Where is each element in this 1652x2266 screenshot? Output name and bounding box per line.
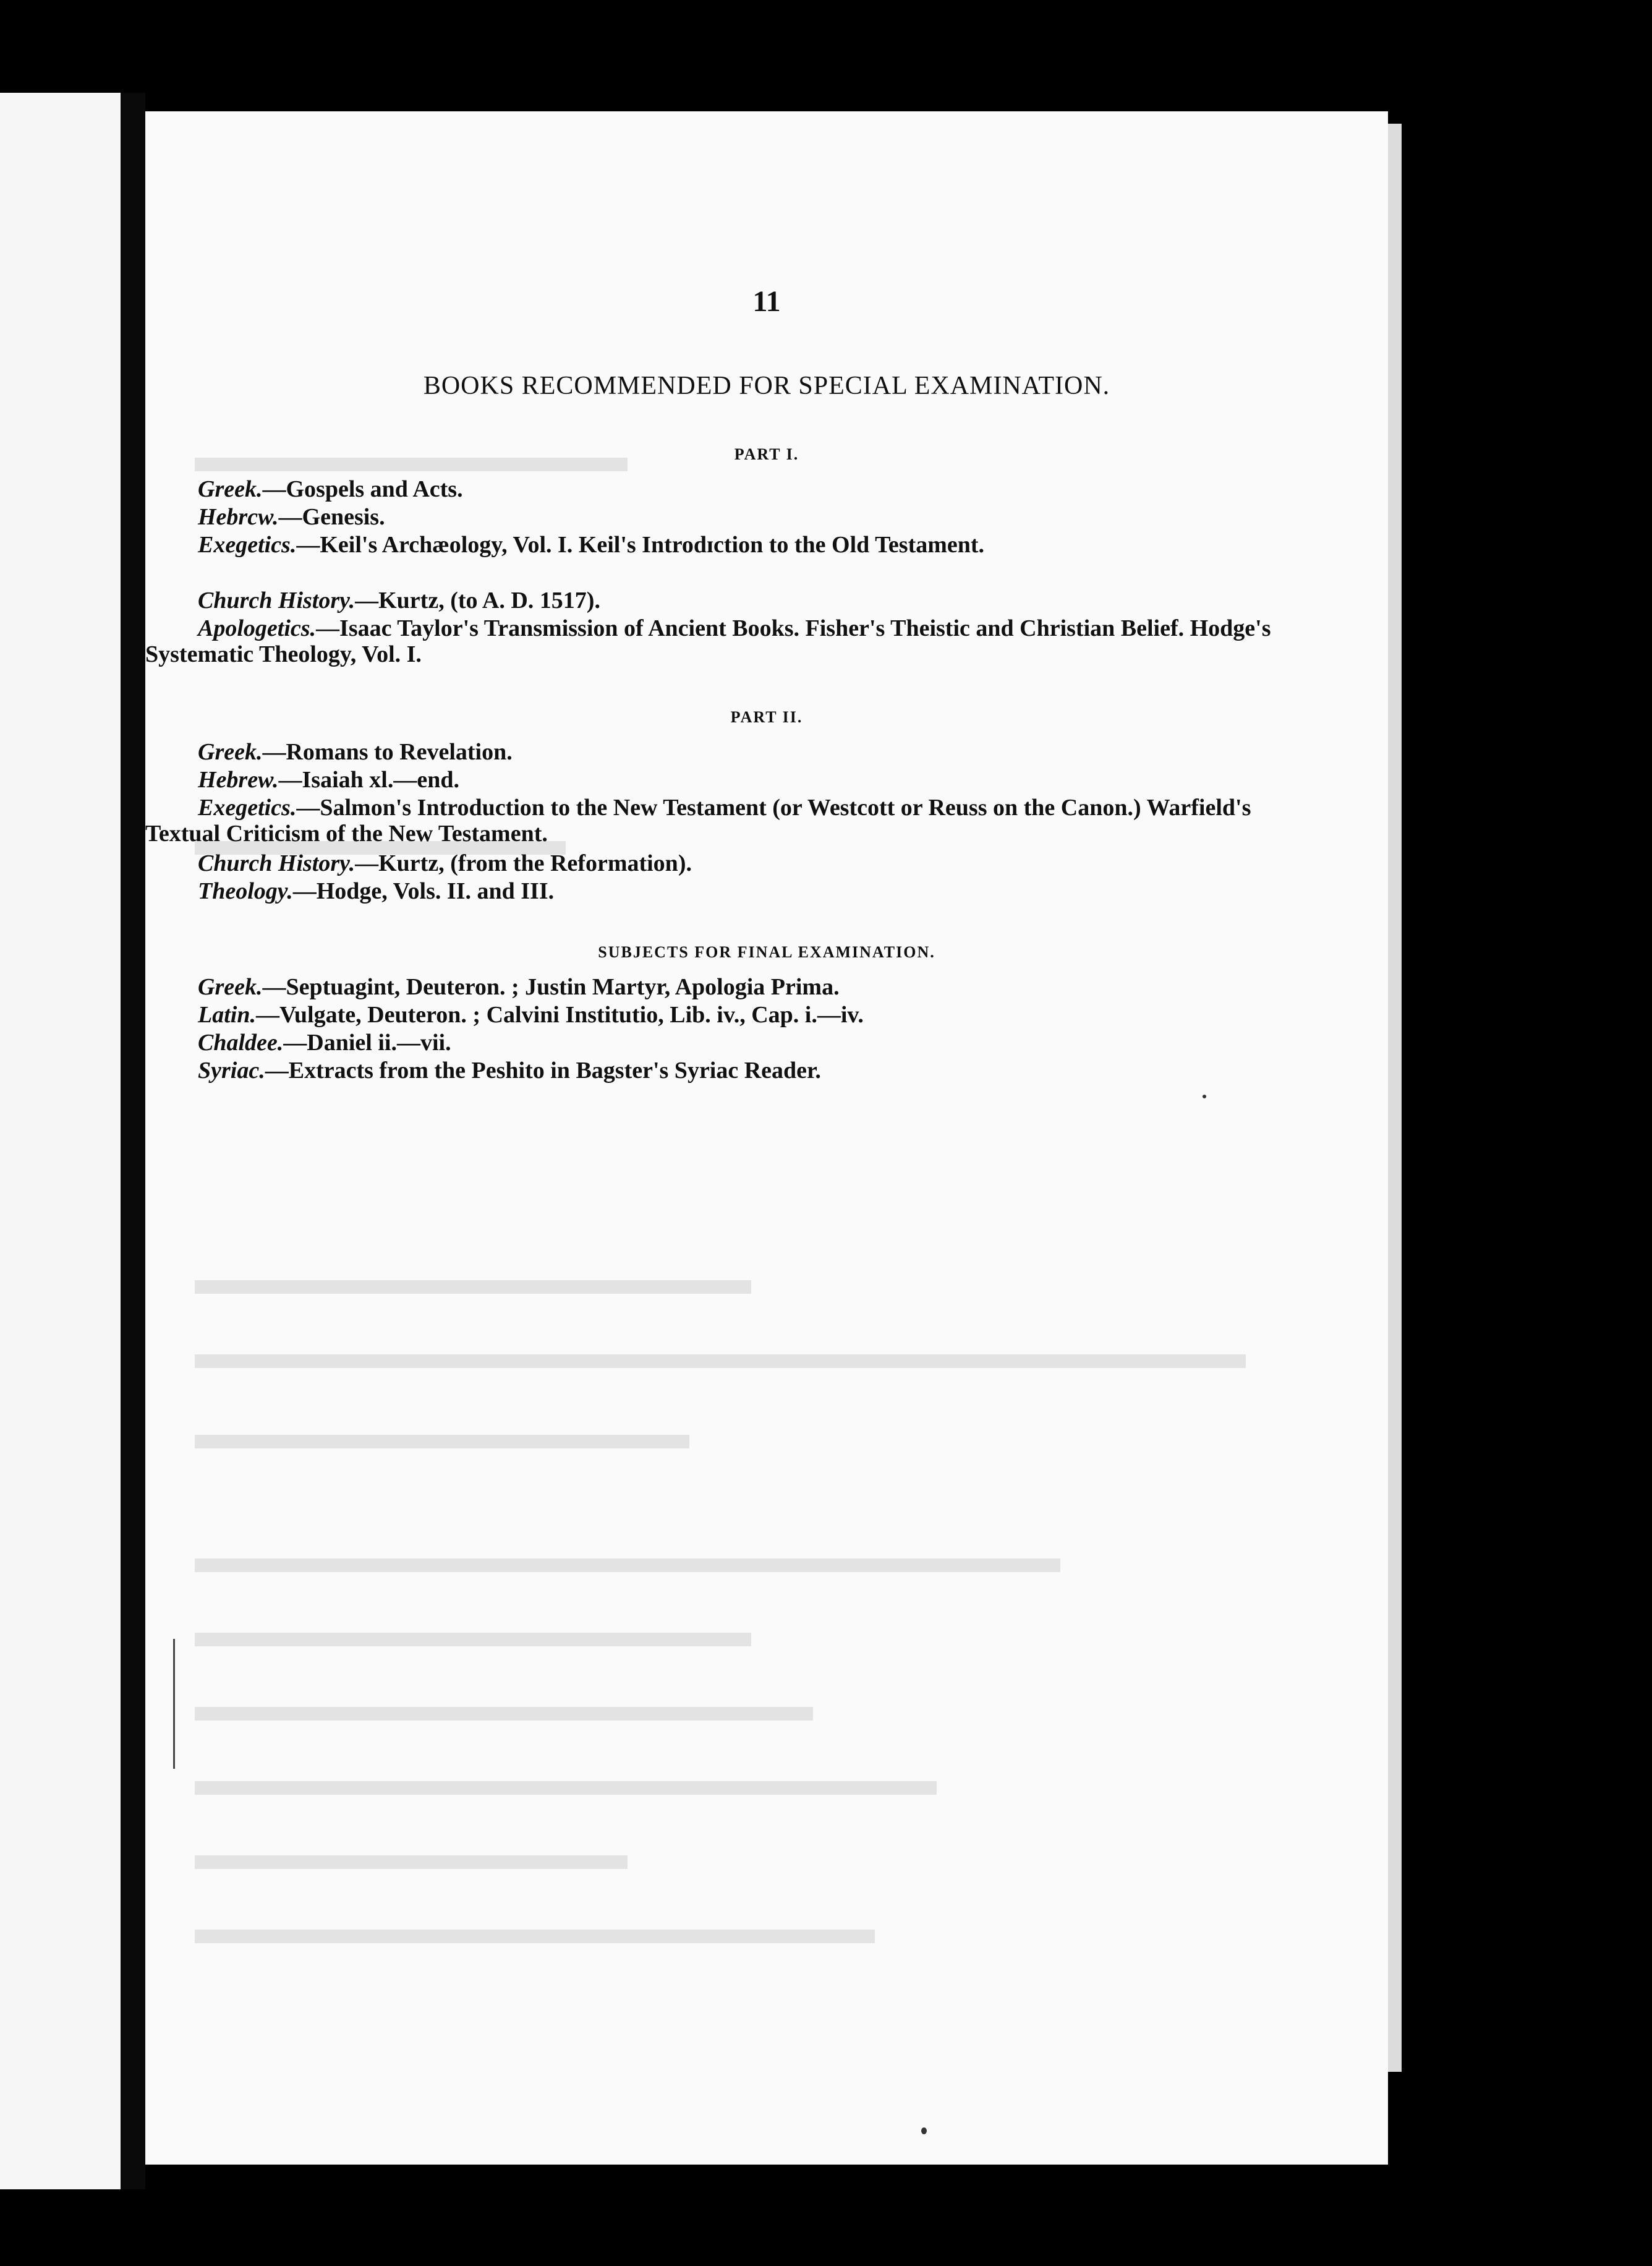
book-gutter	[121, 93, 145, 2189]
book-page	[145, 111, 1388, 2165]
scan-speck	[1203, 1095, 1206, 1098]
bleed-through	[195, 1781, 937, 1795]
entry-subject: Exegetics.	[198, 532, 297, 558]
entry-part2-exegetics	[145, 795, 1277, 847]
entry-text: —Genesis.	[278, 504, 385, 530]
entry-part2-greek	[198, 739, 1274, 765]
bleed-through	[195, 1633, 751, 1646]
entry-text: —Vulgate, Deuteron. ; Calvini Institutio, Lib. iv., Cap. i.—iv.	[255, 1002, 864, 1028]
entry-text: —Gospels and Acts.	[262, 476, 463, 502]
left-page-fragment	[0, 93, 121, 2189]
entry-final-chaldee	[198, 1030, 1274, 1056]
entry-subject: Latin.	[198, 1002, 256, 1028]
entry-part1-church-history	[198, 588, 1274, 614]
entry-text: —Keil's Archæology, Vol. I. Keil's Introdɪction to the Old Testament.	[296, 532, 985, 558]
entry-part2-theology	[198, 878, 1274, 904]
entry-part2-hebrew	[198, 767, 1274, 793]
entry-part1-hebrew	[198, 504, 1274, 530]
entry-subject: Hebrew.	[198, 767, 279, 793]
page-number: 11	[752, 285, 781, 318]
entry-text: —Romans to Revelation.	[262, 739, 513, 765]
entry-part1-exegetics	[145, 532, 1277, 558]
entry-part2-church-history	[198, 850, 1274, 876]
bleed-through	[195, 1855, 628, 1869]
bleed-through	[195, 1280, 751, 1294]
entry-final-latin	[198, 1002, 1274, 1028]
entry-text: —Daniel ii.—vii.	[283, 1030, 451, 1056]
entry-subject: Theology.	[198, 878, 293, 904]
entry-text: —Extracts from the Peshito in Bagster's Syriac Reader.	[265, 1058, 821, 1084]
page-title: BOOKS RECOMMENDED FOR SPECIAL EXAMINATION.	[423, 372, 1110, 400]
entry-text: —Septuagint, Deuteron. ; Justin Martyr, Apologia Prima.	[262, 974, 840, 1000]
entry-part1-apologetics	[145, 615, 1277, 667]
bleed-through	[195, 1435, 689, 1448]
section-heading-part-1: PART I.	[734, 445, 799, 463]
entry-final-syriac	[198, 1058, 1274, 1084]
bleed-through	[195, 1558, 1060, 1572]
entry-subject: Hebrcw.	[198, 504, 279, 530]
entry-final-greek	[198, 974, 1274, 1000]
entry-subject: Greek.	[198, 739, 263, 765]
entry-text: —Isaac Taylor's Transmission of Ancient Books. Fisher's Theistic and Christian Belief. Hodge's Systematic Theology, Vol. I.	[145, 615, 1271, 667]
scan-speck	[921, 2127, 927, 2134]
entry-subject: Chaldee.	[198, 1030, 284, 1056]
bleed-through	[195, 1707, 813, 1721]
page-edge	[1388, 124, 1402, 2072]
entry-subject: Syriac.	[198, 1058, 265, 1084]
entry-part1-greek	[198, 476, 1274, 502]
entry-subject: Church History.	[198, 588, 356, 614]
entry-text: —Salmon's Introduction to the New Testament (or Westcott or Reuss on the Canon.) Warfield's Textual Criticism of the New Testament.	[145, 795, 1251, 847]
bleed-through	[195, 1354, 1246, 1368]
entry-text: —Kurtz, (to A. D. 1517).	[355, 588, 600, 614]
section-heading-final-examination: SUBJECTS FOR FINAL EXAMINATION.	[598, 943, 935, 961]
entry-subject: Apologetics.	[198, 615, 317, 641]
entry-text: —Hodge, Vols. II. and III.	[292, 878, 555, 904]
entry-subject: Greek.	[198, 974, 263, 1000]
entry-text: —Isaiah xl.—end.	[278, 767, 459, 793]
entry-text: —Kurtz, (from the Reformation).	[355, 850, 692, 876]
entry-subject: Exegetics.	[198, 795, 297, 821]
section-heading-part-2: PART II.	[730, 708, 803, 726]
entry-subject: Greek.	[198, 476, 263, 502]
scan-mark	[173, 1639, 175, 1769]
entry-subject: Church History.	[198, 850, 356, 876]
bleed-through	[195, 1930, 875, 1943]
